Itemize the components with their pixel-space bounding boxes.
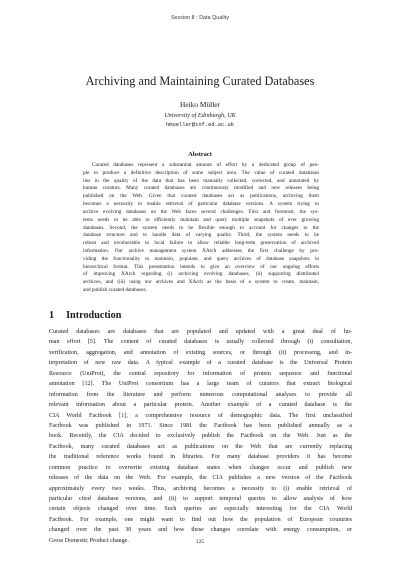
section-number: 1	[49, 310, 55, 321]
abstract-line: human curators. Many curated databases are continuously modified and new releases being	[83, 185, 319, 192]
paragraph-line: Gross Domestic Product change.	[49, 537, 129, 544]
abstract-line: viding the functionality to maintain, populate, and query archives of database snapshots in	[83, 255, 319, 262]
paragraph-line: common practice to overwrite existing database states when changes occur and publish new	[49, 464, 352, 471]
paragraph-line: certain objects changed over time. Such queries are especially interesting for the CIA World	[49, 506, 352, 513]
paragraph-line: verification, aggregation, and annotation of existing sources, or through (ii) processing, and in-	[49, 349, 352, 356]
abstract-line: published on the Web. Given that curated databases act as publications, archiving them	[83, 193, 319, 200]
abstract-line: becomes a necessity to enable retrieval of particular database versions. A system trying to	[83, 201, 319, 208]
paragraph-line: approximately every two weeks. Thus, archiving becomes a necessity to (i) enable retrieval of	[49, 485, 352, 492]
abstract-line: archives, and (iii) using our archives and XArch as the basis of a system to create, maintain,	[83, 279, 319, 286]
abstract-line: tems needs to be able to efficiently maintain and query multiple snapshots of ever growing	[83, 216, 319, 223]
section-heading	[49, 310, 121, 321]
abstract-line: robust and invulnerable to local failure to allow reliable long-term preservation of archived	[83, 240, 319, 247]
paragraph-line: information from the literature and perform numerous computational analyses to provide all	[49, 391, 352, 398]
abstract-line: ple to produce a definitive description of some subject area. The value of curated databases	[83, 169, 319, 176]
abstract-line: hierarchical format. This presentation intends to give an overview of our ongoing efforts	[83, 263, 319, 270]
paragraph-line: terpretation of new raw data. A typical example of a curated database is the Universal Protein	[49, 360, 352, 367]
abstract-text	[83, 162, 319, 295]
author-name: Heiko Müller	[179, 100, 221, 109]
page-number: 125	[195, 539, 205, 545]
paragraph-line: CIA World Factbook [1], a comprehensive resource of demographic data. The first unclassified	[49, 412, 352, 419]
abstract-line: database structure and to handle data of varying quality. Third, the system needs to be	[83, 232, 319, 239]
paragraph-line: releases of the data on the Web. For example, the CIA publishes a new version of the Factbook	[49, 475, 352, 482]
paragraph-line: particular cited database versions, and (ii) to support temporal queries to allow analysis of how	[49, 496, 352, 502]
paragraph-line: Factbook. For example, one might want to find out how the population of European countries	[49, 516, 352, 523]
abstract-line: lies in the quality of the data that has been manually collected, corrected, and annotated by	[83, 177, 319, 184]
abstract-line: databases. Second, the system needs to be flexible enough to account for changes to the	[83, 224, 319, 231]
author-email: hmueller@inf.ed.ac.uk	[166, 122, 234, 128]
abstract-line: information. Our archive management system XArch addresses the first challenge by pro-	[83, 247, 319, 254]
paragraph-line: annotation [12]. The UniProt consortium has a large team of curators that extract biological	[49, 381, 352, 388]
paragraph-line: Resource (UniProt), the central repository for information of protein sequence and functional	[49, 370, 352, 377]
paragraph-line: Factbook, many curated databases act as publications on the Web that are currently replacing	[49, 443, 352, 450]
paragraph-line: book. Recently, the CIA decided to exclusively publish the Factbook on the Web. Just as the	[49, 433, 352, 440]
section-title: Introduction	[66, 310, 122, 321]
abstract-line: of improving XArch regarding (i) archiving evolving databases, (ii) supporting distributed	[83, 271, 319, 278]
paragraph-line: the traditional reference works found in libraries. For many database providers it has become	[49, 454, 352, 461]
abstract-line: archive evolving databases on the Web faces several challenges. First and foremost, the sys-	[83, 208, 319, 215]
paragraph-line: Factbook was published in 1971. Since 1981 the Factbook has been published annually as a	[49, 422, 352, 429]
abstract-heading: Abstract	[188, 151, 212, 158]
running-header: Session 8 : Data Quality	[170, 15, 230, 21]
paragraph-line: man effort [5]. The content of curated databases is usually collected through (i) consultation,	[49, 339, 352, 346]
paragraph-line: changed over the past 30 years and how these changes correlate with energy consumption, or	[49, 527, 352, 534]
paragraph-line: relevant information about a particular protein. Another example of a curated database is the	[49, 402, 352, 409]
author-affiliation: University of Edinburgh, UK	[164, 112, 236, 119]
abstract-line: and publish curated databases.	[83, 287, 147, 293]
paragraph-line: Curated databases are databases that are populated and updated with a great deal of hu-	[49, 329, 352, 335]
introduction-text	[49, 327, 352, 546]
abstract-line: Curated databases represent a substantial amount of effort by a dedicated group of peo-	[92, 162, 319, 168]
paper-title: Archiving and Maintaining Curated Databases	[85, 74, 315, 88]
